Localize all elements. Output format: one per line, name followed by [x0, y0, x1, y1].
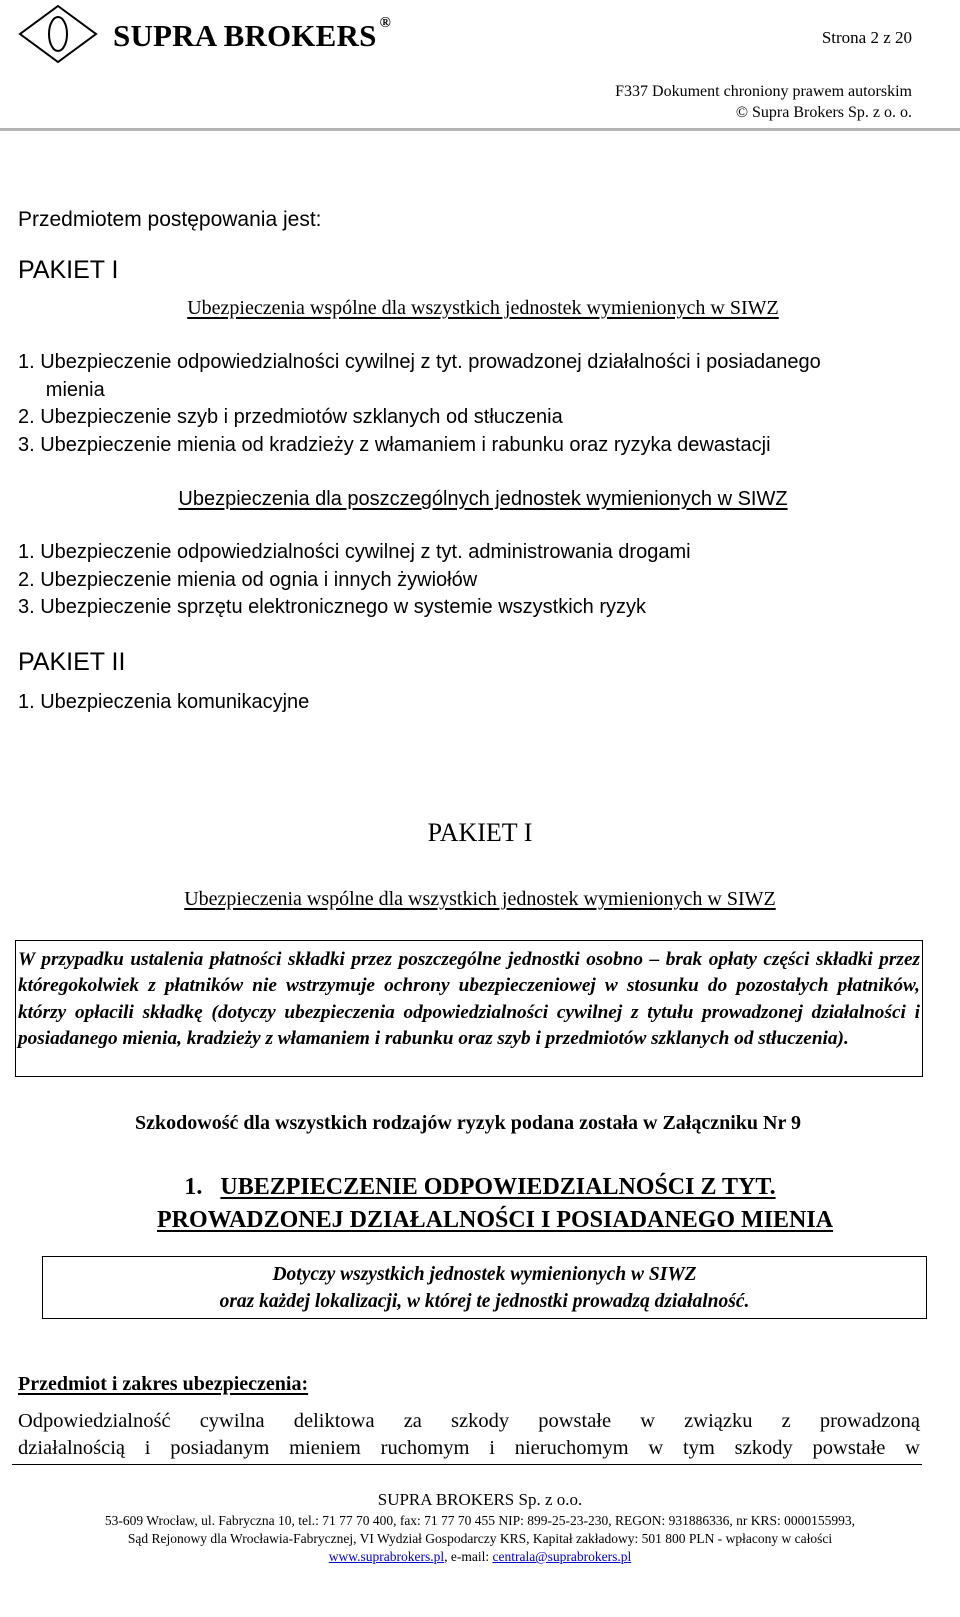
list-item: 1. Ubezpieczenie odpowiedzialności cywilnej z tyt. prowadzonej działalności i posiadanego: [18, 351, 821, 373]
payment-notice-text: W przypadku ustalenia płatności składki przez poszczególne jednostki osobno – brak opłaty części składki przez któregokolwiek z płatników nie wstrzymuje ochrony ubezpieczeniowej w stosunku do pozostałych płatników, którzy opłacili składkę (dotyczy ubezpieczenia odpowiedzialności cywilnej z tytułu prowadzonej działalności i posiadanego mienia, kradzieży z włamaniem i rabunku oraz szyb i przedmiotów szklanych od stłuczenia).: [18, 949, 920, 1050]
page-number: Strona 2 z 20: [821, 28, 912, 47]
list-item: 3. Ubezpieczenie mienia od kradzieży z włamaniem i rabunku oraz ryzyka dewastacji: [18, 434, 771, 456]
footer-company: SUPRA BROKERS Sp. z o.o.: [377, 1490, 583, 1509]
scope-box-line: oraz każdej lokalizacji, w której te jednostki prowadzą działalność.: [219, 1291, 750, 1312]
footer-address: 53-609 Wrocław, ul. Fabryczna 10, tel.: 71 77 70 400, fax: 71 77 70 455 NIP: 899-25-23-230, REGON: 931886336, nr KRS: 0000155993,: [104, 1513, 856, 1528]
footer-divider: [12, 1464, 922, 1465]
subject-text-line: działalnością i posiadanym mieniem ruchomym i nieruchomym w tym szkody powstałe w: [18, 1437, 920, 1459]
email-link[interactable]: centrala@suprabrokers.pl: [492, 1549, 632, 1564]
intro-text: Przedmiotem postępowania jest:: [18, 208, 322, 231]
pakiet-1-individual-heading: Ubezpieczenia dla poszczególnych jednostek wymienionych w SIWZ: [178, 488, 788, 510]
subject-heading: Przedmiot i zakres ubezpieczenia:: [18, 1373, 309, 1395]
footer-court: Sąd Rejonowy dla Wrocławia-Fabrycznej, VI Wydział Gospodarczy KRS, Kapitał zakładowy: 501 800 PLN - wpłacony w całości: [127, 1531, 833, 1546]
section-heading-line1: 1. UBEZPIECZENIE ODPOWIEDZIALNOŚCI Z TYT.: [184, 1174, 776, 1200]
footer-contact: www.suprabrokers.pl, e-mail: centrala@suprabrokers.pl: [328, 1549, 632, 1564]
list-item: mienia: [18, 379, 105, 401]
pakiet-1-common-heading: Ubezpieczenia wspólne dla wszystkich jednostek wymienionych w SIWZ: [187, 297, 779, 319]
scope-box-line: Dotyczy wszystkich jednostek wymienionych w SIWZ: [272, 1264, 697, 1285]
section-heading-line2: PROWADZONEJ DZIAŁALNOŚCI I POSIADANEGO MIENIA: [156, 1207, 834, 1233]
payment-notice-box: [15, 940, 923, 1077]
copyright-line: F337 Dokument chroniony prawem autorskim: [615, 83, 912, 100]
pakiet-2-title: PAKIET II: [18, 648, 126, 676]
header-divider: [0, 128, 960, 131]
claims-note: Szkodowość dla wszystkich rodzajów ryzyk podana została w Załączniku Nr 9: [135, 1112, 801, 1134]
subject-text-line: Odpowiedzialność cywilna deliktowa za szkody powstałe w związku z prowadzoną: [18, 1410, 920, 1432]
list-item: 3. Ubezpieczenie sprzętu elektronicznego w systemie wszystkich ryzyk: [18, 596, 647, 618]
list-item: 2. Ubezpieczenie mienia od ognia i innych żywiołów: [18, 569, 478, 591]
website-link[interactable]: www.suprabrokers.pl: [328, 1549, 445, 1564]
pakiet-1-title: PAKIET I: [18, 256, 119, 284]
scope-box: [42, 1256, 927, 1319]
list-item: 1. Ubezpieczenia komunikacyjne: [18, 691, 310, 713]
copyright-owner: © Supra Brokers Sp. z o. o.: [735, 104, 912, 121]
list-item: 2. Ubezpieczenie szyb i przedmiotów szklanych od stłuczenia: [18, 406, 563, 428]
brand-name: SUPRA BROKERS ®: [113, 14, 391, 53]
section-title: PAKIET I: [427, 818, 533, 847]
supra-brokers-logo-icon: [18, 4, 118, 64]
section-subtitle: Ubezpieczenia wspólne dla wszystkich jednostek wymienionych w SIWZ: [184, 888, 776, 910]
list-item: 1. Ubezpieczenie odpowiedzialności cywilnej z tyt. administrowania drogami: [18, 541, 691, 563]
